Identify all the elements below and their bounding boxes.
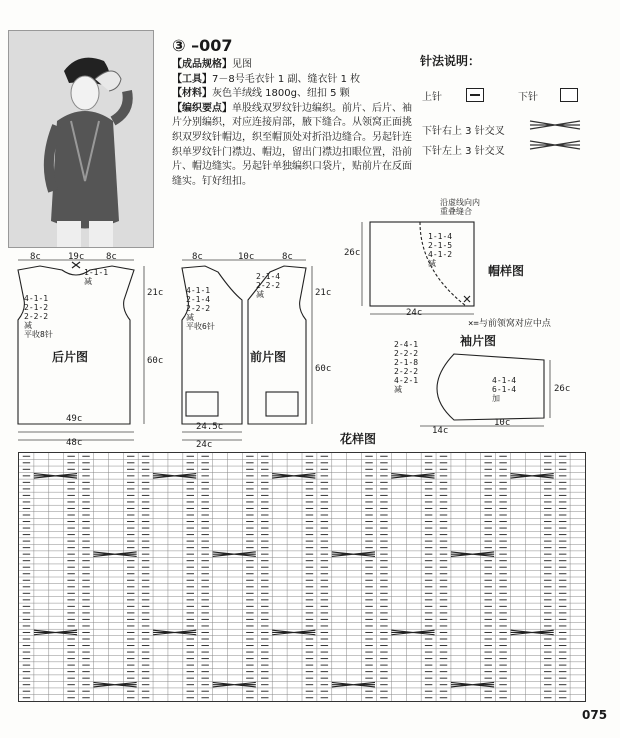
front-top-right-dim: 8c [282, 252, 293, 262]
cable-cross-mark [93, 682, 136, 687]
cable-cross-mark [34, 630, 77, 635]
cable-cross-mark [272, 630, 315, 635]
points-value: 单股线双罗纹针边编织。前片、后片、袖片分别编织，对应连接肩部，腋下缝合。从领窝正面挑织双罗纹针帽边，织至帽顶处对折沿边缝合。另起针连织单罗纹针门襟边、帽边，留出门襟边扣眼位置，沿前片、帽边缝实。另起针单独编织口袋片，贴前片在反面缝实。钉好纽扣。 [172, 102, 412, 187]
legend-title: 针法说明： [420, 54, 481, 68]
sleeve-height-dim: 26c [554, 384, 571, 394]
sleeve-piece-label: 袖片图 [460, 334, 497, 348]
front-neck-note: 2-1-4 2-2-2 减 [256, 272, 281, 299]
legend-cross-left-label: 下针左上 3 针交叉 [422, 146, 505, 157]
front-bottom-dim-2: 24c [196, 440, 213, 450]
front-piece-label: 前片图 [250, 350, 287, 364]
cable-cross-mark [451, 682, 494, 687]
hood-top-note: 沿虚线向内 重叠缝合 [440, 198, 480, 216]
chart-title: 花样图 [340, 432, 377, 446]
tools-value: 7－8号毛衣针 1 副、缝衣针 1 枚 [212, 73, 361, 85]
cable-cross-mark [213, 552, 256, 557]
hood-piece-label: 帽样图 [488, 264, 525, 278]
pattern-title: ③ –007 [172, 36, 233, 55]
hood-dec-note: 1-1-4 2-1-5 4-1-2 减 [428, 232, 453, 268]
legend-purl-label: 下针 [518, 92, 538, 103]
back-shoulder-note: 4-1-1 2-1-2 2-2-2 减 平收8针 [24, 294, 53, 339]
sleeve-cap-note: 2-4-1 2-2-2 2-1-8 2-2-2 4-2-1 减 [394, 340, 419, 394]
back-bottom-dim-1: 49c [66, 414, 83, 424]
cable-cross-mark [272, 474, 315, 479]
front-shoulder-note: 4-1-1 2-1-4 2-2-2 减 平收6针 [186, 286, 215, 331]
back-bottom-dim-2: 48c [66, 438, 83, 448]
size-label: 【成品规格】 [172, 59, 232, 70]
stitch-chart-grid [19, 453, 585, 701]
cable-cross-mark [153, 630, 196, 635]
front-bottom-dim-1: 24.5c [196, 422, 224, 432]
cable-cross-mark [511, 474, 554, 479]
cable-cross-mark [93, 552, 136, 557]
back-body-dim: 60c [147, 356, 164, 366]
back-top-mid-dim: 19c [68, 252, 85, 262]
hood-width-dim: 24c [406, 308, 423, 318]
back-neck-note: 1-1-1 减 [84, 268, 109, 286]
stitch-chart [18, 452, 586, 702]
sleeve-inc-note: 4-1-4 6-1-4 加 [492, 376, 517, 403]
cable-cross-mark [34, 474, 77, 479]
sleeve-width-dim-2: 10c [494, 418, 511, 428]
cable-cross-mark [332, 552, 375, 557]
cable-cross-mark [213, 682, 256, 687]
front-top-left-dim: 8c [192, 252, 203, 262]
material-value: 灰色羊绒线 1800g、纽扣 5 颗 [212, 88, 350, 100]
back-armhole-dim: 21c [147, 288, 164, 298]
back-top-right-dim: 8c [106, 252, 117, 262]
hood-height-dim: 26c [344, 248, 361, 258]
cable-cross-mark [511, 630, 554, 635]
front-body-dim: 60c [315, 364, 332, 374]
cable-cross-mark [332, 682, 375, 687]
cable-cross-mark [451, 552, 494, 557]
cable-cross-mark [391, 630, 434, 635]
legend-knit-label: 上针 [422, 92, 442, 103]
page-number: 075 [582, 708, 608, 722]
back-piece-label: 后片图 [52, 350, 89, 364]
cable-cross-mark [153, 474, 196, 479]
front-top-mid-dim: 10c [238, 252, 255, 262]
tools-label: 【工具】 [172, 73, 212, 85]
cable-cross-mark [391, 474, 434, 479]
hood-footnote: ×=与前领窝对应中点 [468, 319, 551, 329]
back-top-left-dim: 8c [30, 252, 41, 262]
size-value: 见图 [232, 59, 252, 70]
points-label: 【编织要点】 [172, 102, 232, 114]
sleeve-width-dim-1: 14c [432, 426, 449, 436]
material-label: 【材料】 [172, 88, 212, 100]
back-piece-outline [18, 266, 134, 424]
front-armhole-dim: 21c [315, 288, 332, 298]
legend-cross-right-label: 下针右上 3 针交叉 [422, 126, 505, 137]
